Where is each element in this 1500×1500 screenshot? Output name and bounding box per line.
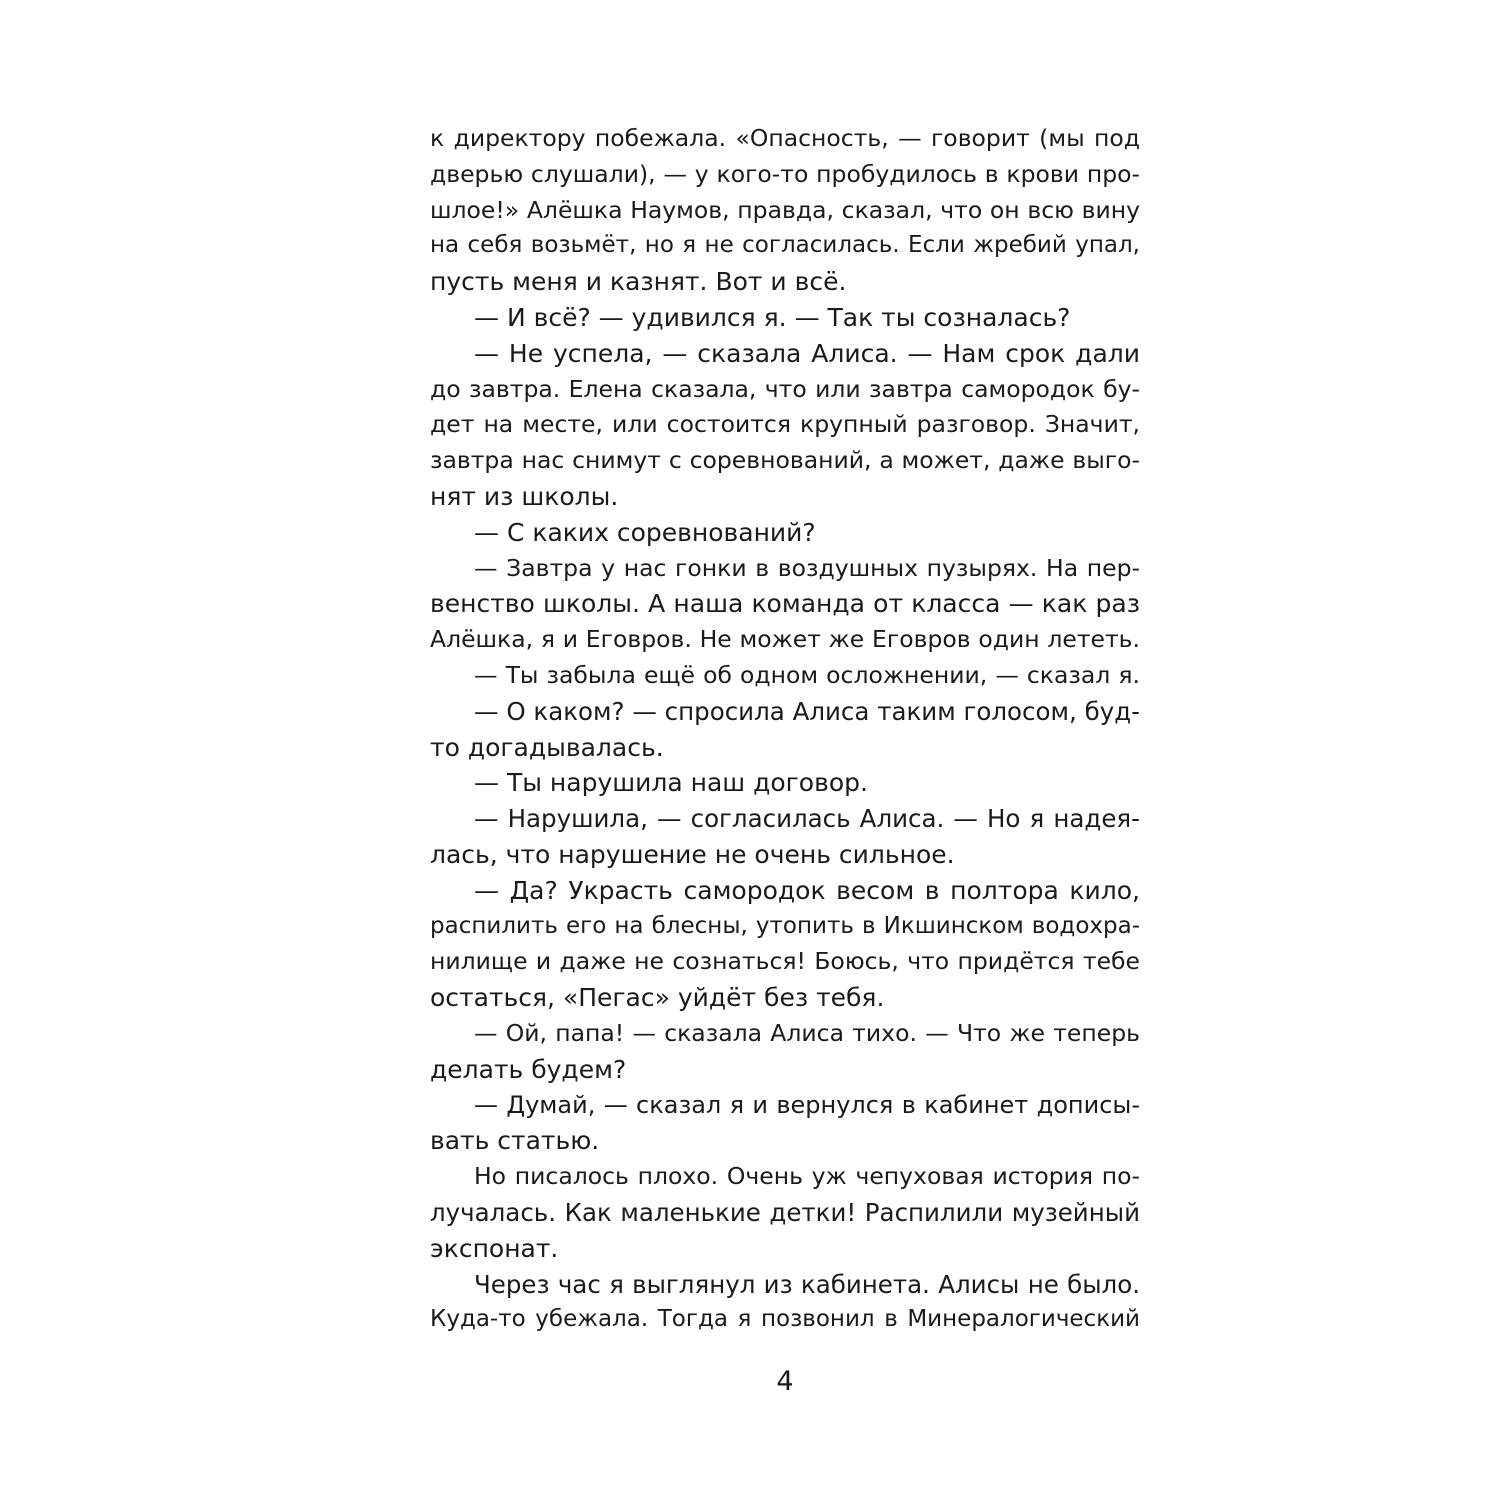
body-text [430, 121, 1140, 1338]
page-number: 4 [776, 1366, 794, 1397]
text-line: лась, что нарушение не очень сильное. [430, 839, 955, 869]
text-line: дет на месте, или состоится крупный разговор. Значит, [430, 410, 1140, 439]
text-line: — Ты забыла ещё об одном осложнении, — сказал я. [474, 660, 1140, 689]
text-line: Но писалось плохо. Очень уж чепуховая история по- [474, 1162, 1140, 1191]
text-line: дверью слушали), — у кого-то пробудилось в крови про- [430, 159, 1140, 188]
text-line: то догадывалась. [430, 732, 664, 762]
text-line: к директору побежала. «Опасность, — говорит (мы под [430, 124, 1140, 152]
text-line: вать статью. [430, 1126, 600, 1156]
text-line: — Ой, папа! — сказала Алиса тихо. — Что же теперь [474, 1018, 1140, 1047]
text-line: — Думай, — сказал я и вернулся в кабинет дописы- [474, 1090, 1140, 1119]
text-line: Алёшка, я и Еговров. Не может же Еговров один лететь. [430, 625, 1140, 654]
text-line: делать будем? [430, 1054, 627, 1084]
text-line: экспонат. [430, 1233, 559, 1263]
text-line: венство школы. А наша команда от класса — как раз [430, 589, 1140, 619]
text-line: нилище и даже не сознаться! Боюсь, что придётся тебе [430, 947, 1140, 976]
text-line: — Ты нарушила наш договор. [474, 768, 868, 798]
text-line: лучалась. Как маленькие детки! Распилили музейный [430, 1197, 1140, 1227]
text-line: — С каких соревнований? [474, 517, 816, 547]
text-line: на себя возьмёт, но я не согласилась. Если жребий упал, [430, 232, 1140, 259]
text-line: — Да? Украсть самородок весом в полтора кило, [474, 875, 1140, 905]
text-line: — Не успела, — сказала Алиса. — Нам срок дали [474, 338, 1140, 368]
text-line: Куда-то убежала. Тогда я позвонил в Минералогический [430, 1306, 1140, 1333]
text-line: остаться, «Пегас» уйдёт без тебя. [430, 983, 885, 1013]
text-line: распилить его на блесны, утопить в Икшинском водохра- [430, 912, 1140, 939]
text-line: до завтра. Елена сказала, что или завтра самородок бу- [430, 374, 1140, 403]
text-line: пусть меня и казнят. Вот и всё. [430, 267, 847, 297]
text-line: нят из школы. [430, 481, 619, 511]
text-line: — Завтра у нас гонки в воздушных пузырях. На пер- [474, 553, 1140, 582]
text-line: — Нарушила, — согласилась Алиса. — Но я надея- [474, 804, 1140, 834]
text-line: шлое!» Алёшка Наумов, правда, сказал, что он всю вину [430, 195, 1140, 224]
text-line: завтра нас снимут с соревнований, а может, даже выго- [430, 446, 1140, 475]
text-line: — И всё? — удивился я. — Так ты созналась? [474, 302, 1071, 332]
text-line: Через час я выглянул из кабинета. Алисы не было. [474, 1269, 1140, 1299]
text-line: — О каком? — спросила Алиса таким голосом, буд- [474, 696, 1140, 726]
